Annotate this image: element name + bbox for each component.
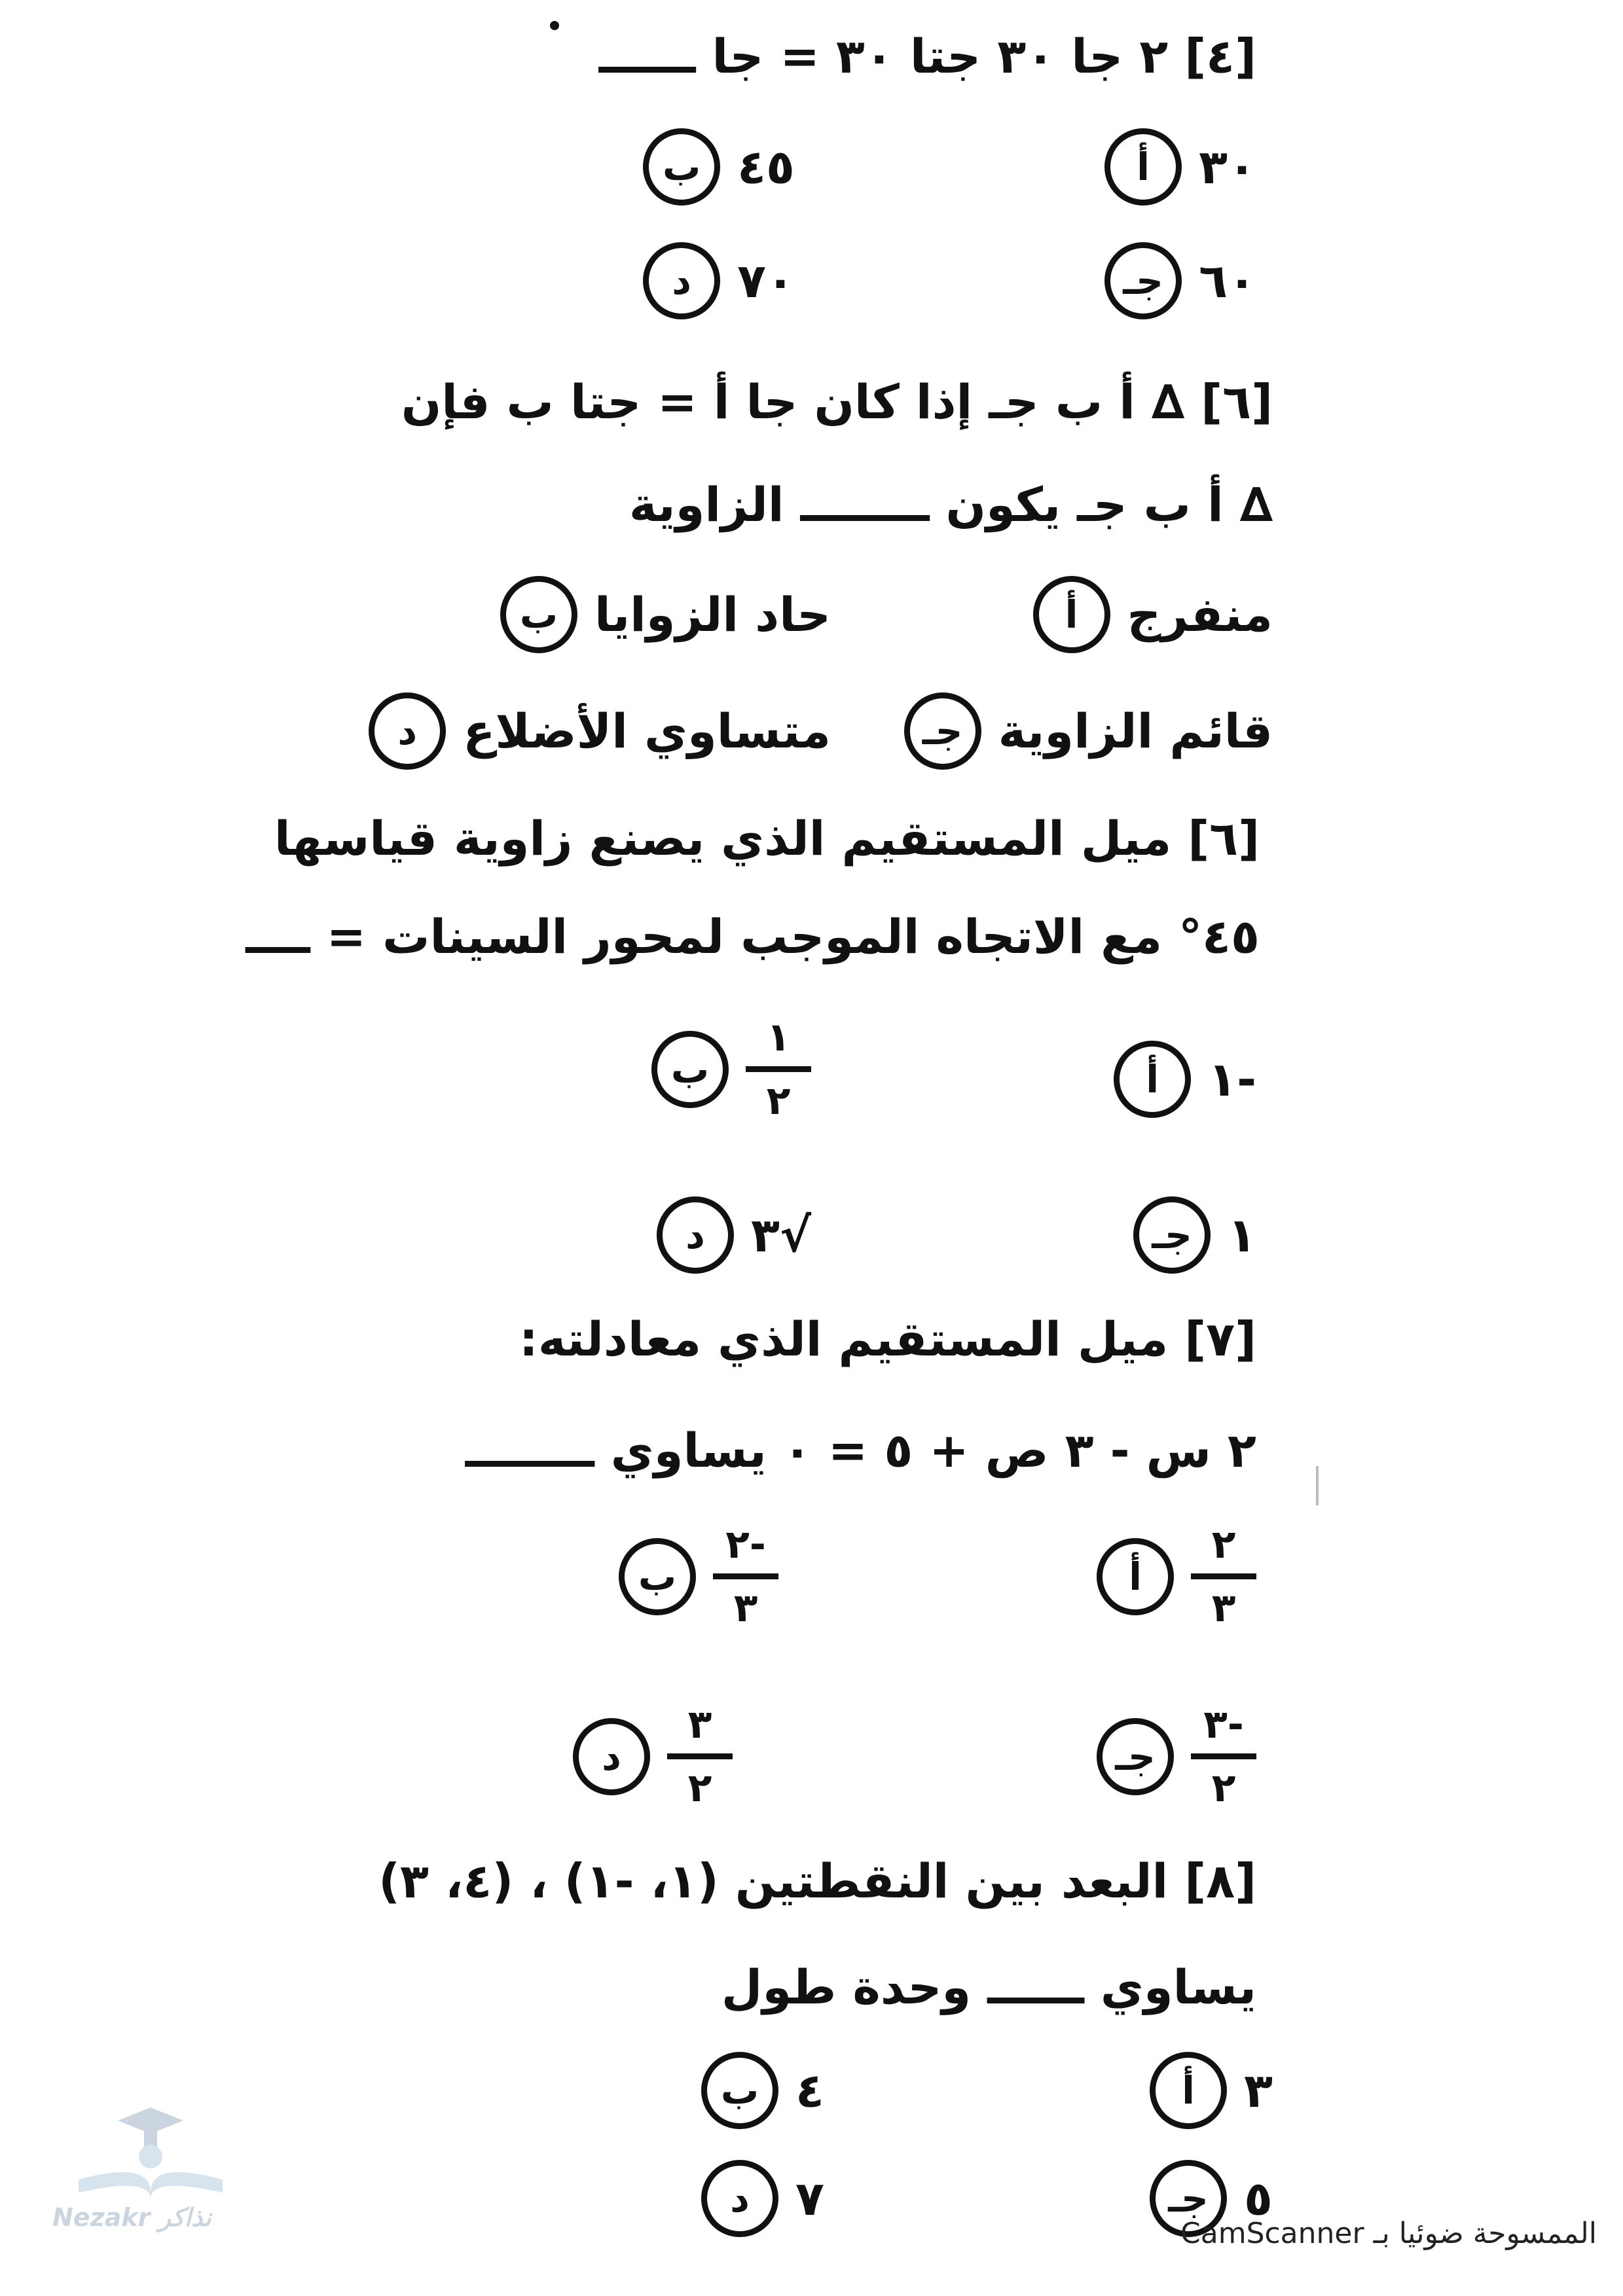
question-1-stem: [٤] ٢ جا ٣٠ جتا ٣٠ = جا ــــــ bbox=[598, 29, 1256, 84]
question-2-stem-line-2: ∆ أ ب جـ يكون ــــــــ الزاوية bbox=[629, 477, 1273, 532]
graduation-cap-book-icon bbox=[52, 2101, 249, 2206]
choice-text: ٣٠ bbox=[1199, 139, 1256, 194]
choice-text: ٧٠ bbox=[737, 253, 795, 308]
question-5-choice-d[interactable] bbox=[701, 2160, 824, 2237]
choice-letter-circle: ب bbox=[619, 1538, 696, 1615]
choice-fraction bbox=[746, 1014, 811, 1124]
question-1-choice-c[interactable] bbox=[1104, 242, 1256, 319]
fraction-numerator: ٣ bbox=[687, 1702, 712, 1748]
choice-text: قائم الزاوية bbox=[998, 704, 1273, 759]
choice-fraction bbox=[1191, 1522, 1256, 1631]
fraction-bar bbox=[1191, 1753, 1256, 1759]
question-1-choice-b[interactable] bbox=[643, 128, 795, 206]
choice-letter-circle: أ bbox=[1150, 2052, 1227, 2129]
question-2-choice-b[interactable] bbox=[500, 576, 831, 653]
question-2-stem-line-1: [٦] ∆ أ ب جـ إذا كان جا أ = جتا ب فإن bbox=[401, 374, 1273, 429]
choice-fraction bbox=[713, 1522, 778, 1631]
question-3-choice-b[interactable] bbox=[651, 1014, 811, 1124]
question-4-choice-b[interactable] bbox=[619, 1522, 778, 1631]
question-5-stem-line-1: [٨] البعد بين النقطتين (١، -١) ، (٤، ٣) bbox=[378, 1854, 1256, 1909]
choice-letter-circle: ب bbox=[643, 128, 720, 206]
question-5-stem-line-2: يساوي ــــــ وحدة طول bbox=[721, 1960, 1256, 2015]
scan-dot bbox=[550, 21, 559, 30]
choice-letter-circle: أ bbox=[1033, 576, 1110, 653]
choice-text: منفرج bbox=[1127, 587, 1273, 642]
fraction-denominator: ٢ bbox=[687, 1765, 712, 1811]
fraction-denominator: ٣ bbox=[733, 1585, 758, 1631]
fraction-bar bbox=[746, 1066, 811, 1072]
question-4-stem-line-1: [٧] ميل المستقيم الذي معادلته: bbox=[519, 1312, 1256, 1367]
question-3-choice-a[interactable] bbox=[1114, 1041, 1256, 1118]
fraction-bar bbox=[667, 1753, 733, 1759]
question-3-choice-c[interactable] bbox=[1133, 1196, 1256, 1274]
choice-letter-circle: د bbox=[573, 1718, 650, 1795]
choice-text: ٣ bbox=[1244, 2063, 1273, 2118]
choice-letter-circle: جـ bbox=[1104, 242, 1182, 319]
fraction-numerator: -٢ bbox=[725, 1522, 766, 1568]
question-5-choice-b[interactable] bbox=[701, 2052, 824, 2129]
choice-letter-circle: أ bbox=[1097, 1538, 1174, 1615]
fraction-numerator: -٣ bbox=[1203, 1702, 1244, 1748]
watermark-text: Nezakr نذاكر bbox=[52, 2203, 211, 2232]
question-4-choice-c[interactable] bbox=[1097, 1702, 1256, 1811]
fraction-denominator: ٢ bbox=[766, 1078, 791, 1124]
choice-fraction bbox=[667, 1702, 733, 1811]
choice-text: √٣ bbox=[751, 1208, 811, 1263]
fraction-bar bbox=[1191, 1573, 1256, 1579]
fraction-bar bbox=[713, 1573, 778, 1579]
choice-text: ٤ bbox=[795, 2063, 824, 2118]
fraction-denominator: ٣ bbox=[1211, 1585, 1236, 1631]
choice-letter-circle: جـ bbox=[904, 692, 981, 770]
choice-letter-circle: د bbox=[369, 692, 446, 770]
choice-text: ١ bbox=[1228, 1208, 1256, 1263]
choice-letter-circle: ب bbox=[651, 1031, 729, 1108]
choice-letter-circle: د bbox=[643, 242, 720, 319]
margin-mark bbox=[1316, 1466, 1319, 1505]
choice-letter-circle: ب bbox=[500, 576, 577, 653]
choice-letter-circle: د bbox=[701, 2160, 778, 2237]
choice-text: ٥ bbox=[1244, 2171, 1273, 2226]
choice-letter-circle: جـ bbox=[1133, 1196, 1211, 1274]
question-4-stem-line-2: ٢ س - ٣ ص + ٥ = ٠ يساوي ــــــــ bbox=[465, 1423, 1256, 1478]
choice-letter-circle: جـ bbox=[1150, 2160, 1227, 2237]
choice-text: ٤٥ bbox=[737, 139, 795, 194]
fraction-denominator: ٢ bbox=[1211, 1765, 1236, 1811]
question-2-choice-a[interactable] bbox=[1033, 576, 1273, 653]
question-2-choice-c[interactable] bbox=[904, 692, 1273, 770]
question-4-choice-d[interactable] bbox=[573, 1702, 733, 1811]
question-3-stem-line-2: ٤٥° مع الاتجاه الموجب لمحور السينات = ــــ bbox=[246, 909, 1260, 964]
question-1-choice-d[interactable] bbox=[643, 242, 795, 319]
choice-fraction bbox=[1191, 1702, 1256, 1811]
choice-letter-circle: أ bbox=[1114, 1041, 1191, 1118]
question-3-choice-d[interactable] bbox=[657, 1196, 811, 1274]
question-5-choice-a[interactable] bbox=[1150, 2052, 1273, 2129]
question-3-stem-line-1: [٦] ميل المستقيم الذي يصنع زاوية قياسها bbox=[274, 811, 1260, 866]
fraction-numerator: ١ bbox=[766, 1014, 791, 1060]
camscanner-footer: الممسوحة ضوئيا بـ CamScanner bbox=[1180, 2217, 1597, 2250]
choice-text: حاد الزوايا bbox=[594, 587, 831, 642]
question-2-choice-d[interactable] bbox=[369, 692, 831, 770]
choice-letter-circle: د bbox=[657, 1196, 734, 1274]
choice-letter-circle: جـ bbox=[1097, 1718, 1174, 1795]
choice-letter-circle: أ bbox=[1104, 128, 1182, 206]
question-4-choice-a[interactable] bbox=[1097, 1522, 1256, 1631]
question-1-choice-a[interactable] bbox=[1104, 128, 1256, 206]
nezakr-watermark bbox=[52, 2101, 249, 2232]
choice-text: متساوي الأضلاع bbox=[463, 704, 831, 759]
choice-text: ٦٠ bbox=[1199, 253, 1256, 308]
fraction-numerator: ٢ bbox=[1211, 1522, 1236, 1568]
choice-text: ٧ bbox=[795, 2171, 824, 2226]
choice-letter-circle: ب bbox=[701, 2052, 778, 2129]
choice-text: -١ bbox=[1208, 1052, 1256, 1107]
